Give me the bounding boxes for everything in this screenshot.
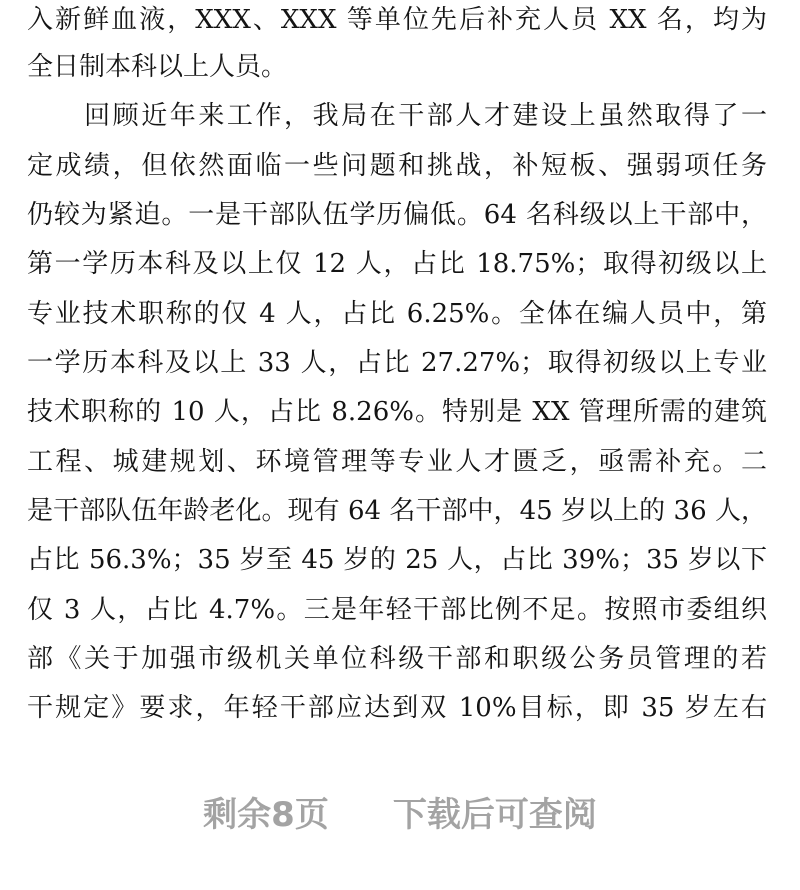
text-line: 工程、城建规划、环境管理等专业人才匮乏，亟需补充。二 [27,447,767,477]
text-line: 占比 56.3%；35 岁至 45 岁的 25 人，占比 39%；35 岁以下 [27,545,767,575]
download-prompt[interactable] [0,783,800,839]
text-line: 一学历本科及以上 33 人，占比 27.27%；取得初级以上专业 [27,348,767,378]
text-line: 仍较为紧迫。一是干部队伍学历偏低。64 名科级以上干部中， [27,200,767,230]
text-line: 干规定》要求，年轻干部应达到双 10%目标，即 35 岁左右 [27,693,767,723]
download-hint-label: 下载后可查阅 [392,794,597,835]
text-line: 是干部队伍年龄老化。现有 64 名干部中，45 岁以上的 36 人， [27,496,767,526]
text-line: 部《关于加强市级机关单位科级干部和职级公务员管理的若 [27,644,767,674]
text-line: 专业技术职称的仅 4 人，占比 6.25%。全体在编人员中，第 [27,299,767,329]
text-line: 全日制本科以上人员。 [27,52,288,82]
text-line: 入新鲜血液，XXX、XXX 等单位先后补充人员 XX 名，均为 [27,5,767,35]
text-line: 第一学历本科及以上仅 12 人，占比 18.75%；取得初级以上 [27,249,767,279]
text-line: 仅 3 人，占比 4.7%。三是年轻干部比例不足。按照市委组织 [27,595,767,625]
remaining-pages-label: 剩余8页 [203,794,329,835]
text-line: 技术职称的 10 人，占比 8.26%。特别是 XX 管理所需的建筑 [27,397,767,427]
text-line: 定成绩，但依然面临一些问题和挑战，补短板、强弱项任务 [27,151,767,181]
text-line: 回顾近年来工作，我局在干部人才建设上虽然取得了一 [27,101,767,131]
